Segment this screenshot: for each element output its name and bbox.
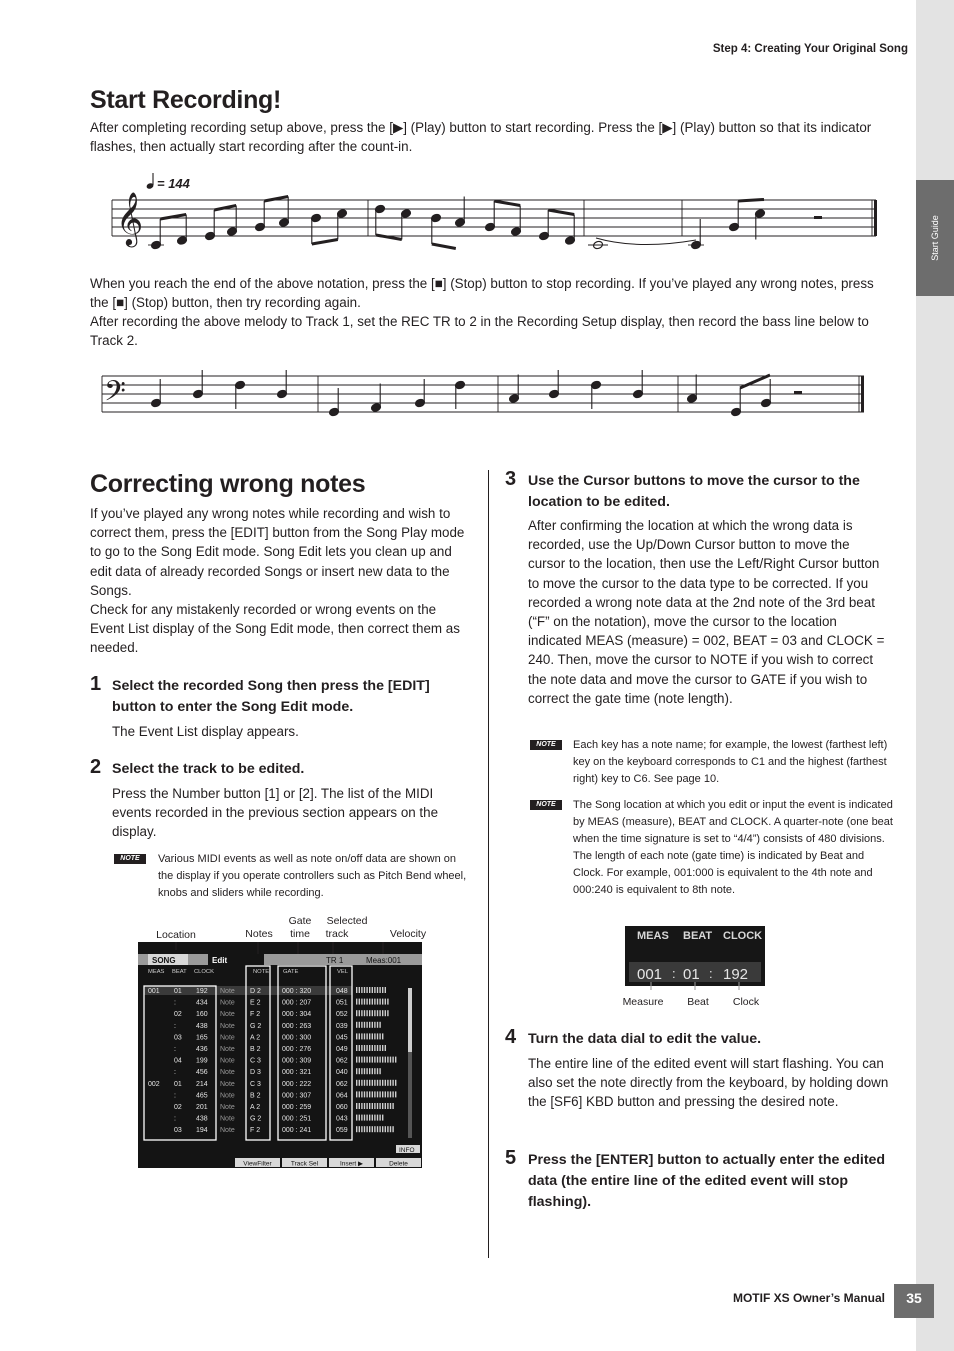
correcting-intro-1: If you’ve played any wrong notes while recording and wish to correct them, press the [EDIT] button from the Song Play mode to go to the Song Edit mode. Song Edit lets you clean up and edit data of already recorded Songs or insert new data to the Songs. <box>90 506 465 598</box>
callout-beat: Beat <box>687 996 709 1008</box>
event-list-screen <box>138 942 422 1170</box>
rest-icon <box>814 216 822 219</box>
step-3-body: After confirming the location at which the wrong data is recorded, use the Up/Down Cursor button to move the cursor to the location, then use the Left/Right Cursor button to move the cursor to the data type to be corrected. If you recorded a wrong note data at the 2nd note of the 3rd beat (“F” on the notation), move the cursor to the location indicated MEAS (measure) = 002, BEAT = 03 and CLOCK = 240. Then, move the cursor to NOTE if you wish to correct the note data and move the cursor to GATE if you wish to correct the gate time (note length). <box>528 518 885 706</box>
event-cell-beat: : <box>174 1022 176 1030</box>
callout-gate-time-line1: Gate <box>288 915 312 927</box>
bass-staff-notation <box>100 362 870 418</box>
event-cell-note: B 2 <box>250 1092 261 1100</box>
screen-button-delete[interactable] <box>376 1158 421 1168</box>
event-cell-type: Note <box>220 1092 235 1100</box>
note-text-3: The Song location at which you edit or input the event is indicated by MEAS (measure), BEAT and CLOCK. A quarter-note (one beat when the time signature is set to “4/4”) consists of 480 divisions. The length of each note (gate time) is indicated by Beat and Clock. For example, 001:000 is equivalent to the 4th note and 000:240 is equivalent to 8th note. <box>573 799 893 896</box>
callout-notes: Notes <box>245 928 273 940</box>
screen-tab: Edit <box>212 956 228 965</box>
event-cell-clock: 194 <box>196 1127 208 1135</box>
rest-icon <box>794 391 802 394</box>
event-cell-beat: 03 <box>174 1127 182 1135</box>
event-cell-note: B 2 <box>250 1046 261 1053</box>
event-cell-note: C 3 <box>250 1057 261 1065</box>
event-cell-beat: 02 <box>174 1104 182 1111</box>
treble-clef-icon: 𝄞 <box>116 192 144 244</box>
event-cell-gate: 000 : 241 <box>282 1127 312 1135</box>
event-cell-vel: 060 <box>336 1104 348 1111</box>
event-cell-type: Note <box>220 1069 235 1077</box>
event-cell-type: Note <box>220 988 235 995</box>
screen-button-viewfilter[interactable] <box>235 1158 280 1168</box>
label-beat: BEAT <box>683 930 713 942</box>
running-header: Step 4: Creating Your Original Song <box>712 43 908 55</box>
event-cell-clock: 465 <box>196 1092 208 1100</box>
section-tab <box>916 180 954 296</box>
screen-button-insert[interactable] <box>329 1158 374 1168</box>
step-4-number: 4 <box>505 1026 517 1048</box>
event-cell-beat: : <box>174 1046 176 1053</box>
event-cell-beat: 04 <box>174 1057 182 1065</box>
event-cell-note: A 2 <box>250 1104 261 1111</box>
step-2-number: 2 <box>90 756 102 778</box>
event-cell-vel: 062 <box>336 1080 348 1088</box>
callout-velocity: Velocity <box>389 928 427 940</box>
callout-location: Location <box>156 929 196 941</box>
step-5-title: Press the [ENTER] button to actually enter the edited data (the entire line of the edited event will stop flashing). <box>528 1152 886 1210</box>
event-cell-gate: 000 : 207 <box>282 999 312 1007</box>
event-cell-type: Note <box>220 1127 235 1135</box>
label-clock: CLOCK <box>723 930 763 942</box>
note-text-1: Various MIDI events as well as note on/off data are shown on the display if you operate controllers such as Pitch Bend wheel, knobs and sliders while recording. <box>158 853 467 899</box>
event-cell-type: Note <box>220 1080 235 1088</box>
screen-button-label: ViewFilter <box>243 1160 272 1168</box>
event-cell-clock: 436 <box>196 1046 208 1053</box>
screen-button-track-sel[interactable] <box>282 1158 327 1168</box>
event-cell-gate: 000 : 304 <box>282 1011 312 1019</box>
column-divider <box>488 470 489 1258</box>
event-cell-clock: 165 <box>196 1034 208 1042</box>
screen-button-label: Insert ▶ <box>339 1160 364 1168</box>
tempo-text: = 144 <box>157 176 190 191</box>
event-cell-note: F 2 <box>250 1011 261 1019</box>
event-cell-gate: 000 : 300 <box>282 1034 312 1042</box>
event-cell-type: Note <box>220 1022 235 1030</box>
event-cell-clock: 456 <box>196 1069 208 1077</box>
event-cell-note: A 2 <box>250 1034 261 1042</box>
step-3-number: 3 <box>505 468 517 490</box>
event-cell-note: F 2 <box>250 1127 261 1135</box>
intro-paragraph: After completing recording setup above, press the [▶] (Play) button to start recording. Press the [▶] (Play) button so that its indicator flashes, then actually start recording after the count-in. <box>90 120 872 155</box>
event-cell-gate: 000 : 222 <box>282 1080 312 1088</box>
event-cell-note: G 2 <box>250 1022 262 1030</box>
col-clock: CLOCK <box>194 969 214 975</box>
screen-mode: SONG <box>152 956 176 965</box>
event-cell-vel: 064 <box>336 1092 348 1100</box>
event-cell-vel: 039 <box>336 1022 348 1030</box>
event-cell-type: Note <box>220 1046 235 1053</box>
value-clock: 192 <box>723 966 749 983</box>
screen-track: TR 1 <box>326 956 344 965</box>
value-meas: 001 <box>637 966 663 983</box>
event-cell-vel: 059 <box>336 1127 348 1135</box>
svg-text::: : <box>709 966 713 981</box>
event-cell-vel: 043 <box>336 1115 348 1123</box>
velocity-bar <box>356 1103 394 1109</box>
note-badge-2: NOTE <box>530 740 562 750</box>
event-cell-type: Note <box>220 1104 235 1111</box>
screen-button-label: Track Sel <box>290 1160 319 1168</box>
col-note: NOTE <box>253 969 270 975</box>
event-cell-clock: 438 <box>196 1022 208 1030</box>
step-1-body: The Event List display appears. <box>112 724 299 739</box>
event-cell-gate: 000 : 309 <box>282 1057 312 1065</box>
event-row[interactable] <box>144 986 386 995</box>
event-cell-type: Note <box>220 1057 235 1065</box>
callout-selected-track-line1: Selected <box>326 915 368 927</box>
event-cell-gate: 000 : 263 <box>282 1022 312 1030</box>
event-cell-vel: 045 <box>336 1034 348 1042</box>
event-cell-meas: 002 <box>148 1080 160 1088</box>
after-notation-paragraph-1: When you reach the end of the above notation, press the [■] (Stop) button to stop recording. If you’ve played any wrong notes, press the [■] (Stop) button, then try recording again. <box>90 276 874 311</box>
note-badge-1: NOTE <box>114 854 146 864</box>
event-cell-beat: : <box>174 1115 176 1123</box>
event-cell-beat: 03 <box>174 1034 182 1042</box>
section-title-start-recording: Start Recording! <box>90 86 282 114</box>
section-title-correcting: Correcting wrong notes <box>90 470 366 498</box>
step-1-title: Select the recorded Song then press the [EDIT] button to enter the Song Edit mode. <box>112 678 430 715</box>
col-gate: GATE <box>283 969 299 975</box>
svg-text::: : <box>672 966 676 981</box>
section-tab-label: Start Guide <box>930 215 940 261</box>
callout-clock: Clock <box>732 996 760 1008</box>
page-number: 35 <box>894 1284 934 1318</box>
event-cell-gate: 000 : 321 <box>282 1069 312 1077</box>
label-meas: MEAS <box>637 930 669 942</box>
event-cell-beat: : <box>174 1092 176 1100</box>
footer-manual-title: MOTIF XS Owner’s Manual <box>732 1291 885 1305</box>
event-cell-type: Note <box>220 1034 235 1042</box>
event-cell-beat: : <box>174 1069 176 1077</box>
treble-staff-notation <box>108 168 880 250</box>
value-beat: 01 <box>683 966 700 983</box>
step-3-title: Use the Cursor buttons to move the cursor to the location to be edited. <box>528 473 860 510</box>
event-cell-gate: 000 : 259 <box>282 1104 312 1111</box>
bass-clef-icon: 𝄢 <box>104 376 126 414</box>
event-cell-vel: 048 <box>336 988 348 995</box>
note-badge-3: NOTE <box>530 800 562 810</box>
step-2-title: Select the track to be edited. <box>112 761 305 777</box>
event-cell-type: Note <box>220 1011 235 1019</box>
event-cell-gate: 000 : 276 <box>282 1046 312 1053</box>
event-cell-type: Note <box>220 1115 235 1123</box>
event-cell-clock: 199 <box>196 1057 208 1065</box>
velocity-bar <box>356 1126 394 1132</box>
event-cell-vel: 062 <box>336 1057 348 1065</box>
step-4-title: Turn the data dial to edit the value. <box>528 1031 762 1047</box>
location-screen <box>625 926 765 990</box>
event-cell-clock: 160 <box>196 1011 208 1019</box>
event-cell-type: Note <box>220 999 235 1007</box>
col-meas: MEAS <box>148 969 165 975</box>
step-1-number: 1 <box>90 673 102 695</box>
step-5-number: 5 <box>505 1147 517 1169</box>
event-cell-note: D 3 <box>250 1069 261 1077</box>
event-cell-beat: 01 <box>174 1080 182 1088</box>
event-cell-beat: 01 <box>174 988 182 995</box>
event-cell-note: C 3 <box>250 1080 261 1088</box>
event-cell-note: G 2 <box>250 1115 262 1123</box>
callout-gate-time-line2: time <box>290 928 310 940</box>
screen-meas: Meas:001 <box>366 956 402 965</box>
event-cell-vel: 052 <box>336 1011 348 1019</box>
screen-button-label: Delete <box>389 1160 408 1168</box>
event-cell-vel: 049 <box>336 1046 348 1053</box>
event-cell-note: E 2 <box>250 999 261 1007</box>
step-4-body: The entire line of the edited event will start flashing. You can also set the note directly from the keyboard, by holding down the [SF6] KBD button and pressing the desired note. <box>528 1056 889 1110</box>
event-cell-gate: 000 : 320 <box>282 988 312 995</box>
col-vel: VEL <box>337 969 348 975</box>
event-cell-clock: 438 <box>196 1115 208 1123</box>
correcting-intro-2: Check for any mistakenly recorded or wrong events on the Event List display of the Song Edit mode, then correct them as needed. <box>90 602 460 656</box>
event-cell-clock: 214 <box>196 1080 208 1088</box>
event-cell-vel: 040 <box>336 1069 348 1077</box>
event-cell-beat: 02 <box>174 1011 182 1019</box>
note-text-2: Each key has a note name; for example, the lowest (farthest left) key on the keyboard corresponds to C1 and the highest (farthest right) key to C6. See page 10. <box>573 739 888 785</box>
tempo-marking <box>146 173 191 191</box>
col-beat: BEAT <box>172 969 187 975</box>
event-cell-clock: 434 <box>196 999 208 1007</box>
event-cell-note: D 2 <box>250 988 261 995</box>
after-notation-paragraph-2: After recording the above melody to Track 1, set the REC TR to 2 in the Recording Setup display, then record the bass line below to Track 2. <box>90 314 869 349</box>
event-cell-clock: 192 <box>196 988 208 995</box>
callout-measure: Measure <box>622 996 664 1008</box>
callout-selected-track-line2: track <box>325 928 349 940</box>
event-cell-vel: 051 <box>336 999 348 1007</box>
event-cell-gate: 000 : 307 <box>282 1092 312 1100</box>
step-2-body: Press the Number button [1] or [2]. The list of the MIDI events recorded in the previous section appears on the display. <box>112 786 439 840</box>
screen-info: INFO <box>399 1147 415 1154</box>
event-cell-gate: 000 : 251 <box>282 1115 312 1123</box>
event-cell-clock: 201 <box>196 1104 208 1111</box>
event-cell-beat: : <box>174 999 176 1007</box>
event-cell-meas: 001 <box>148 988 160 995</box>
